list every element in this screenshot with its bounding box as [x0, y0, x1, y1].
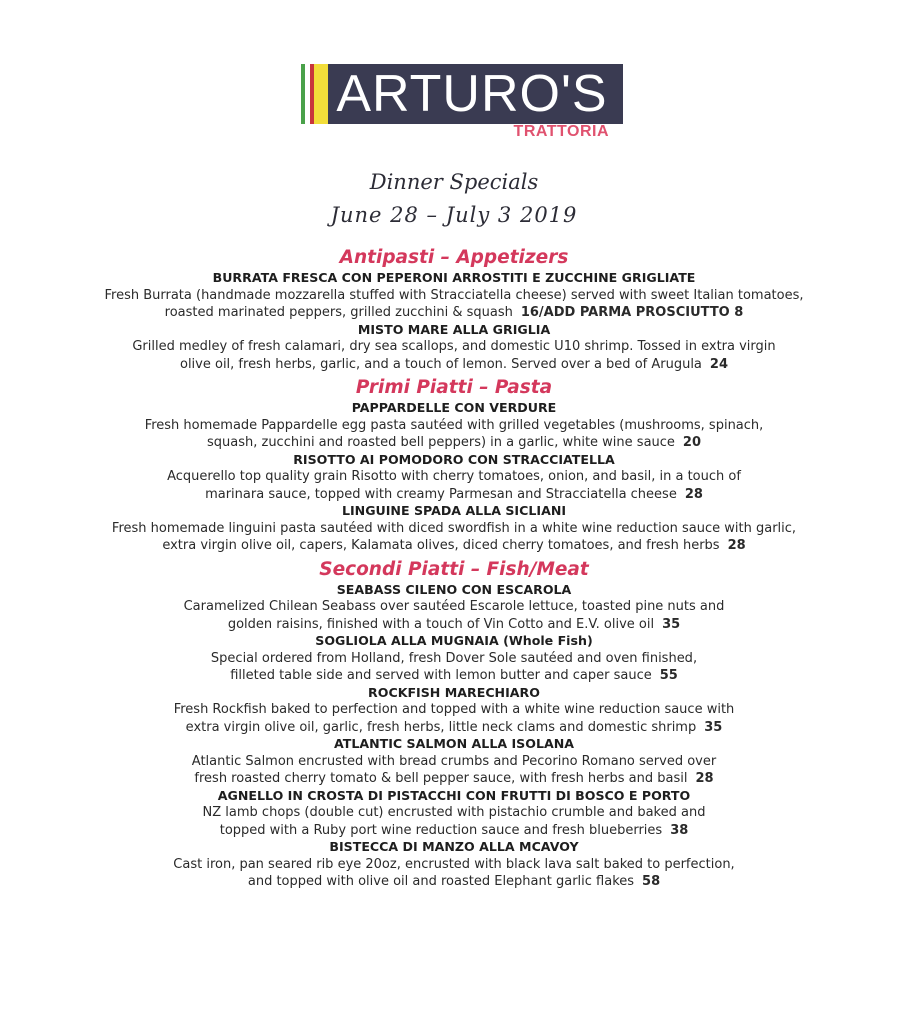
item-price: 28 [684, 486, 703, 502]
description-line-with-price [0, 486, 908, 504]
item-price: 35 [662, 616, 681, 632]
item-name: ATLANTIC SALMON ALLA ISOLANA [333, 736, 575, 751]
menu-section-antipasti [0, 246, 908, 373]
description-line: and topped with olive oil and roasted Elephant garlic flakes [247, 874, 635, 889]
logo-banner [301, 64, 623, 124]
item-price: 28 [727, 538, 746, 553]
description-line-with-price [0, 616, 908, 634]
item-name: BISTECCA DI MANZO ALLA MCAVOY [329, 839, 579, 854]
item-description [0, 804, 908, 839]
description-line: Caramelized Chilean Seabass over sautéed Escarole lettuce, toasted pine nuts and [183, 599, 725, 614]
item-name: RISOTTO AI POMODORO CON STRACCIATELLA [293, 451, 615, 467]
menu-item [0, 452, 908, 504]
description-line: Acquerello top quality grain Risotto with cherry tomatoes, onion, and basil, in a touch of [167, 469, 741, 484]
menu-item [0, 685, 908, 737]
item-name: AGNELLO IN CROSTA DI PISTACCHI CON FRUTTI DI BOSCO E PORTO [217, 787, 691, 803]
menu-item [0, 633, 908, 685]
item-description [0, 650, 908, 685]
item-name: SEABASS CILENO CON ESCAROLA [336, 581, 572, 597]
section-title: Secondi Piatti – Fish/Meat [319, 558, 589, 580]
item-description [0, 701, 908, 736]
description-line: topped with a Ruby port wine reduction sauce and fresh blueberries [219, 822, 663, 838]
description-line: Cast iron, pan seared rib eye 20oz, encrusted with black lava salt baked to perfection, [173, 856, 735, 872]
item-description [0, 468, 908, 503]
item-price: 16/ADD PARMA PROSCIUTTO 8 [520, 305, 744, 320]
description-line: Atlantic Salmon encrusted with bread crumbs and Pecorino Romano served over [191, 753, 717, 769]
item-price: 28 [695, 771, 714, 786]
menu-item [0, 788, 908, 840]
item-name: LINGUINE SPADA ALLA SICLIANI [341, 503, 567, 518]
description-line-with-price [0, 434, 908, 452]
item-description [0, 856, 908, 891]
description-line: Grilled medley of fresh calamari, dry sea scallops, and domestic U10 shrimp. Tossed in extra virgin [132, 339, 776, 354]
item-description [0, 338, 908, 373]
item-price: 20 [682, 435, 702, 450]
description-line-with-price [0, 822, 908, 840]
item-name: SOGLIOLA ALLA MUGNAIA (Whole Fish) [315, 633, 593, 648]
description-line: Special ordered from Holland, fresh Dover Sole sautéed and oven finished, [210, 650, 698, 666]
item-name: MISTO MARE ALLA GRIGLIA [357, 321, 551, 337]
item-price: 38 [670, 822, 689, 838]
menu-item [0, 839, 908, 891]
item-description [0, 287, 908, 322]
item-price: 58 [642, 874, 661, 889]
description-line-with-price [0, 356, 908, 374]
logo-subtitle: TRATTORIA [513, 123, 609, 140]
description-line: Fresh Rockfish baked to perfection and topped with a white wine reduction sauce with [173, 702, 735, 717]
description-line: Fresh Burrata (handmade mozzarella stuffed with Stracciatella cheese) served with sweet Italian tomatoes, [104, 287, 804, 303]
menu-body [0, 244, 908, 891]
description-line: olive oil, fresh herbs, garlic, and a touch of lemon. Served over a bed of Arugula [179, 356, 702, 372]
menu-section-primi [0, 376, 908, 555]
description-line: Fresh homemade Pappardelle egg pasta sautéed with grilled vegetables (mushrooms, spinach, [144, 417, 764, 433]
item-description [0, 520, 908, 555]
description-line-with-price [0, 537, 908, 555]
date-range: June 28 – July 3 2019 [330, 203, 578, 227]
item-description [0, 753, 908, 788]
restaurant-logo [301, 64, 623, 142]
description-line: NZ lamb chops (double cut) encrusted with pistachio crumble and baked and [202, 805, 706, 820]
item-description [0, 598, 908, 633]
description-line: Fresh homemade linguini pasta sautéed with diced swordfish in a white wine reduction sauce with garlic, [111, 520, 797, 536]
description-line: roasted marinated peppers, grilled zucchini & squash [164, 305, 513, 320]
description-line: filleted table side and served with lemon butter and caper sauce [230, 668, 652, 683]
menu-item [0, 270, 908, 322]
description-line-with-price [0, 719, 908, 737]
description-line: golden raisins, finished with a touch of Vin Cotto and E.V. olive oil [227, 616, 655, 632]
page-title: Dinner Specials [369, 170, 539, 194]
section-title: Primi Piatti – Pasta [355, 377, 553, 398]
item-name: BURRATA FRESCA CON PEPERONI ARROSTITI E ZUCCHINE GRIGLIATE [212, 270, 696, 285]
menu-item [0, 736, 908, 788]
description-line-with-price [0, 873, 908, 891]
description-line-with-price [0, 770, 908, 788]
item-price: 24 [709, 356, 728, 372]
description-line-with-price [0, 304, 908, 322]
description-line: extra virgin olive oil, capers, Kalamata olives, diced cherry tomatoes, and fresh herbs [162, 538, 720, 553]
description-line-with-price [0, 667, 908, 685]
item-name: PAPPARDELLE CON VERDURE [351, 400, 557, 415]
logo-stripe-yellow [314, 64, 328, 124]
menu-section-secondi [0, 558, 908, 891]
item-name: ROCKFISH MARECHIARO [368, 684, 540, 700]
description-line: extra virgin olive oil, garlic, fresh herbs, little neck clams and domestic shrimp [185, 719, 697, 735]
menu-item [0, 503, 908, 555]
item-price: 55 [659, 668, 678, 683]
item-description [0, 417, 908, 452]
item-price: 35 [704, 719, 723, 735]
description-line: squash, zucchini and roasted bell peppers) in a garlic, white wine sauce [206, 435, 675, 450]
menu-item [0, 582, 908, 634]
menu-item [0, 322, 908, 374]
menu-item [0, 400, 908, 452]
section-title: Antipasti – Appetizers [339, 247, 569, 268]
description-line: fresh roasted cherry tomato & bell pepper sauce, with fresh herbs and basil [194, 771, 688, 786]
logo-name: ARTURO'S [336, 65, 608, 123]
description-line: marinara sauce, topped with creamy Parmesan and Stracciatella cheese [205, 486, 677, 502]
